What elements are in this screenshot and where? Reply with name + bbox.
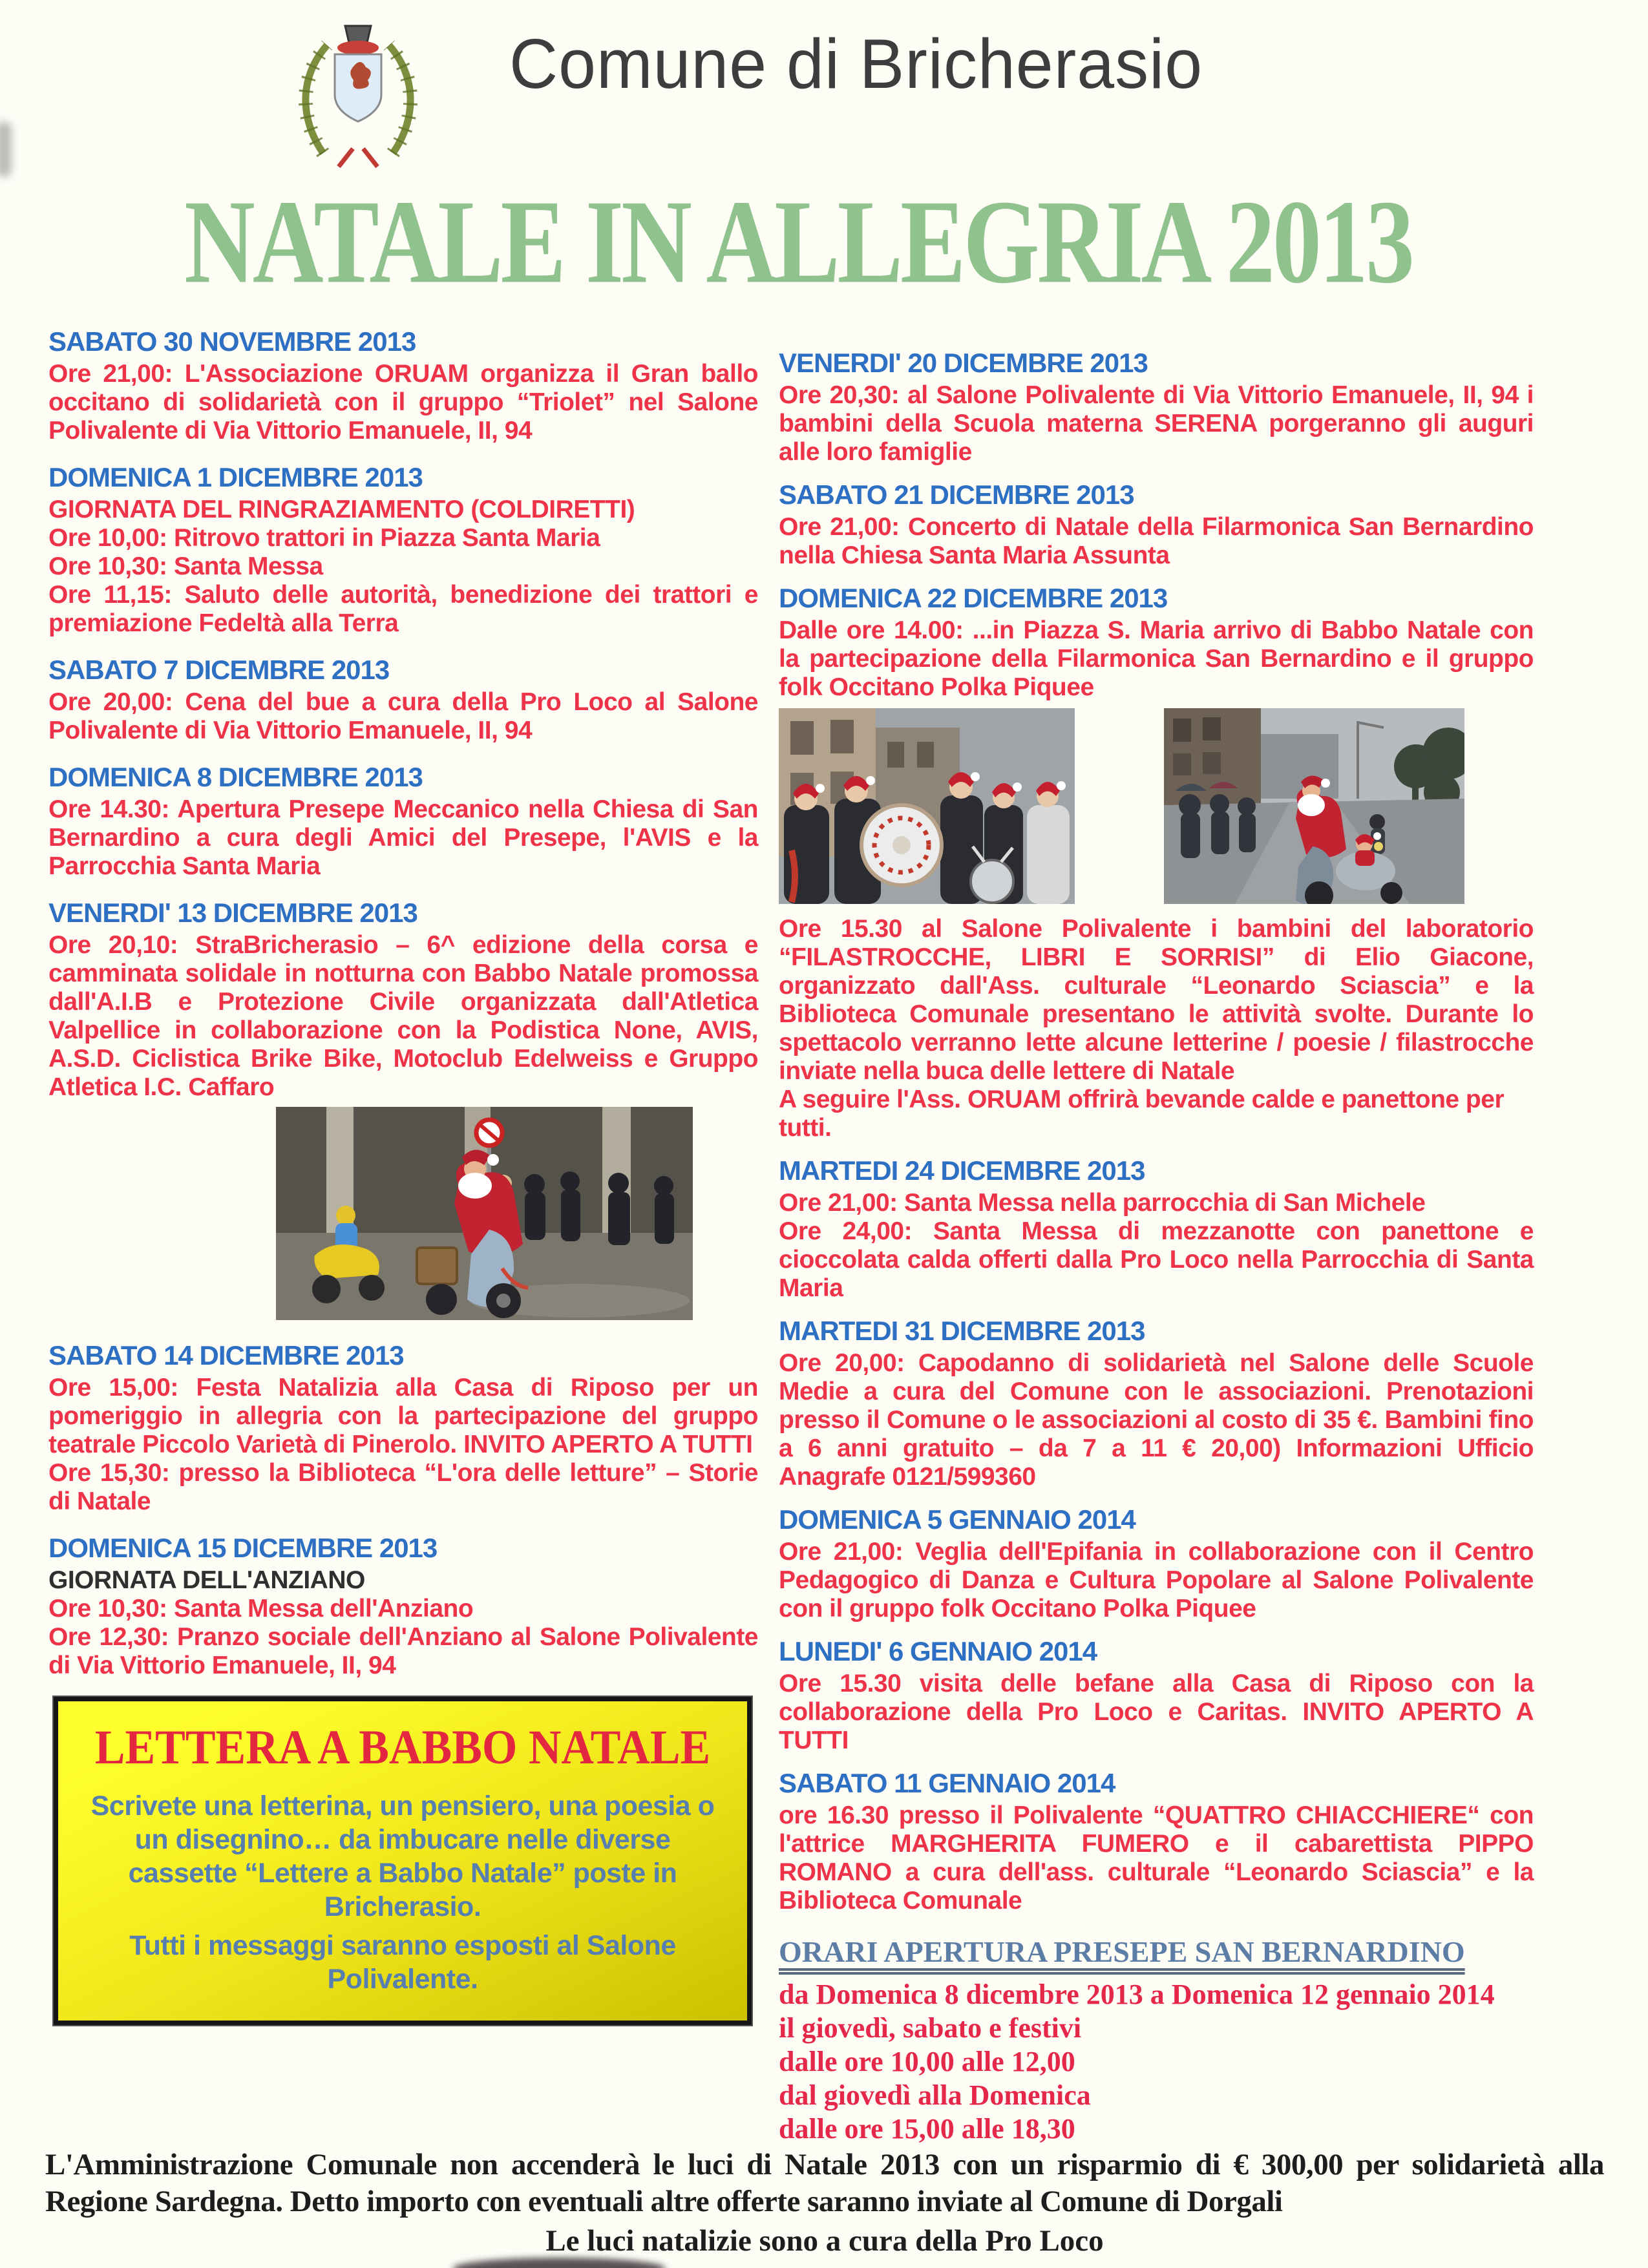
event-date-heading: MARTEDI 24 DICEMBRE 2013 bbox=[779, 1155, 1145, 1186]
footer-note bbox=[45, 2147, 1604, 2259]
event-body-text: Ore 20,00: Cena del bue a cura della Pro Loco al Salone Polivalente di Via Vittorio Emanuele, II, 94 bbox=[48, 688, 758, 744]
event-domenica-5-gennaio bbox=[779, 1504, 1534, 1623]
event-date-heading: SABATO 21 DICEMBRE 2013 bbox=[779, 479, 1134, 510]
event-body-text: Ore 20,30: al Salone Polivalente di Via Vittorio Emanuele, II, 94 i bambini della Scuola materna SERENA porgeranno gli auguri alle loro famiglie bbox=[779, 381, 1534, 466]
event-body-text: Ore 15,00: Festa Natalizia alla Casa di Riposo per un pomeriggio in allegria con la partecipazione del gruppo teatrale Piccolo Varietà di Pinerolo. INVITO APERTO A TUTTI bbox=[48, 1374, 758, 1458]
event-body-text: ore 16.30 presso il Polivalente “QUATTRO CHIACCHIERE“ con l'attrice MARGHERITA FUMERO e il cabarettista PIPPO ROMANO a cura dell'ass. culturale “Leonardo Sciascia” e la Biblioteca Comunale bbox=[779, 1801, 1534, 1915]
event-martedi-24-dicembre bbox=[779, 1155, 1534, 1303]
event-subtitle: GIORNATA DELL'ANZIANO bbox=[48, 1566, 365, 1594]
event-sabato-21-dicembre bbox=[779, 479, 1534, 570]
event-sabato-14-dicembre bbox=[48, 1340, 758, 1516]
event-body-text: Ore 12,30: Pranzo sociale dell'Anziano al Salone Polivalente di Via Vittorio Emanuele, II, 94 bbox=[48, 1623, 758, 1679]
event-domenica-15-dicembre bbox=[48, 1533, 758, 1680]
event-body-text: Ore 20,10: StraBricherasio – 6^ edizione della corsa e camminata solidale in notturna con Babbo Natale promossa dall'A.I.B e Protezione Civile organizzata dall'Atletica Valpellice in collaborazione con la Podistica None, AVIS, A.S.D. Ciclistica Brike Bike, Motoclub Edelweiss e Gruppo Atletica I.C. Caffaro bbox=[48, 931, 758, 1101]
municipality-name: Comune di Bricherasio bbox=[509, 25, 1203, 103]
photo-santa-scooter-portico bbox=[276, 1107, 758, 1323]
event-body-text: A seguire l'Ass. ORUAM offrirà bevande calde e panettone per tutti. bbox=[779, 1086, 1505, 1142]
event-date-heading: SABATO 11 GENNAIO 2014 bbox=[779, 1768, 1115, 1798]
event-date-heading: VENERDI' 20 DICEMBRE 2013 bbox=[779, 348, 1148, 378]
event-body-text: Ore 14.30: Apertura Presepe Meccanico nella Chiesa di San Bernardino a cura degli Amici del Presepe, l'AVIS e la Parrocchia Santa Maria bbox=[48, 795, 758, 880]
event-date-heading: DOMENICA 8 DICEMBRE 2013 bbox=[48, 762, 423, 792]
event-venerdi-20-dicembre bbox=[779, 348, 1534, 467]
opening-hours-line: dalle ore 10,00 alle 12,00 bbox=[779, 2046, 1075, 2077]
opening-hours-line: dal giovedì alla Domenica bbox=[779, 2079, 1091, 2111]
event-body-text: Ore 10,00: Ritrovo trattori in Piazza Santa Maria bbox=[48, 524, 600, 552]
event-domenica-22-dicembre bbox=[779, 583, 1534, 1142]
event-body-text: Ore 10,30: Santa Messa dell'Anziano bbox=[48, 1595, 474, 1622]
event-domenica-1-dicembre bbox=[48, 462, 758, 638]
event-subtitle: GIORNATA DEL RINGRAZIAMENTO (COLDIRETTI) bbox=[48, 496, 635, 523]
opening-hours-line: dalle ore 15,00 alle 18,30 bbox=[779, 2113, 1075, 2145]
event-date-heading: DOMENICA 1 DICEMBRE 2013 bbox=[48, 462, 423, 492]
photo-band-with-drum bbox=[779, 708, 1075, 907]
scan-smudge bbox=[0, 121, 12, 177]
event-body-text: Ore 20,00: Capodanno di solidarietà nel Salone delle Scuole Medie a cura del Comune con le associazioni. Prenotazioni presso il Comune o le associazioni al costo di 35 €. Bambini fino a 6 anni gratuito – da 7 a 11 € 20,00) Informazioni Ufficio Anagrafe 0121/599360 bbox=[779, 1349, 1534, 1491]
photo-santa-sidecar-street bbox=[1164, 708, 1464, 907]
event-body-text: Ore 21,00: Veglia dell'Epifania in collaborazione con il Centro Pedagogico di Danza e Cultura Popolare al Salone Polivalente con il gruppo folk Occitano Polka Piquee bbox=[779, 1538, 1534, 1622]
page-title: NATALE IN ALLEGRIA 2013 bbox=[184, 175, 1412, 308]
presepe-opening-hours bbox=[779, 1935, 1534, 2146]
opening-hours-line: da Domenica 8 dicembre 2013 a Domenica 12 gennaio 2014 bbox=[779, 1979, 1495, 2010]
event-date-heading: MARTEDI 31 DICEMBRE 2013 bbox=[779, 1316, 1145, 1346]
footer-text: L'Amministrazione Comunale non accenderà le luci di Natale 2013 con un risparmio di € 300,00 per solidarietà alla Regione Sardegna. Detto importo con eventuali altre offerte saranno inviate al Comune di Dorgali bbox=[45, 2148, 1604, 2218]
opening-hours-title: ORARI APERTURA PRESEPE SAN BERNARDINO bbox=[779, 1935, 1465, 1968]
event-domenica-8-dicembre bbox=[48, 762, 758, 881]
event-body-text: Ore 21,00: Concerto di Natale della Filarmonica San Bernardino nella Chiesa Santa Maria Assunta bbox=[779, 513, 1534, 569]
event-lunedi-6-gennaio bbox=[779, 1636, 1534, 1755]
event-sabato-7-dicembre bbox=[48, 655, 758, 745]
event-body-text: Ore 15.30 visita delle befane alla Casa di Riposo con la collaborazione della Pro Loco e Caritas. INVITO APERTO A TUTTI bbox=[779, 1670, 1534, 1754]
scan-smudge bbox=[452, 2258, 666, 2268]
photo-row bbox=[779, 708, 1534, 907]
event-date-heading: DOMENICA 5 GENNAIO 2014 bbox=[779, 1504, 1136, 1535]
event-body-text: Ore 21,00: L'Associazione ORUAM organizza il Gran ballo occitano di solidarietà con il gruppo “Triolet” nel Salone Polivalente di Via Vittorio Emanuele, II, 94 bbox=[48, 360, 758, 445]
event-date-heading: SABATO 14 DICEMBRE 2013 bbox=[48, 1340, 404, 1370]
opening-hours-line: il giovedì, sabato e festivi bbox=[779, 2012, 1082, 2044]
event-body-text: Ore 24,00: Santa Messa di mezzanotte con panettone e cioccolata calda offerti dalla Pro Loco nella Parrocchia di Santa Maria bbox=[779, 1217, 1534, 1302]
letter-box-title: LETTERA A BABBO NATALE bbox=[94, 1720, 711, 1775]
event-sabato-11-gennaio bbox=[779, 1768, 1534, 1915]
event-venerdi-13-dicembre bbox=[48, 898, 758, 1323]
event-date-heading: SABATO 30 NOVEMBRE 2013 bbox=[48, 326, 416, 357]
event-date-heading: DOMENICA 22 DICEMBRE 2013 bbox=[779, 583, 1168, 613]
letter-box-text: Tutti i messaggi saranno esposti al Salone Polivalente. bbox=[129, 1930, 676, 1995]
event-martedi-31-dicembre bbox=[779, 1316, 1534, 1491]
left-column bbox=[48, 326, 758, 2025]
event-body-text: Ore 15,30: presso la Biblioteca “L'ora delle letture” – Storie di Natale bbox=[48, 1459, 758, 1515]
event-date-heading: SABATO 7 DICEMBRE 2013 bbox=[48, 655, 390, 685]
event-date-heading: VENERDI' 13 DICEMBRE 2013 bbox=[48, 898, 417, 928]
letter-box-text: Scrivete una letterina, un pensiero, una poesia o un disegnino… da imbucare nelle diverse cassette “Lettere a Babbo Natale” poste in Bricherasio. bbox=[90, 1790, 715, 1922]
municipal-coat-of-arms-icon bbox=[290, 14, 427, 169]
event-body-text: Ore 15.30 al Salone Polivalente i bambini del laboratorio “FILASTROCCHE, LIBRI E SORRISI” di Elio Giacone, organizzato dall'Ass. culturale “Leonardo Sciascia” e la Biblioteca Comunale presentano le attività svolte. Durante lo spettacolo verranno lette alcune letterine / poesie / filastrocche inviate nella buca delle lettere di Natale bbox=[779, 915, 1534, 1085]
event-body-text: Ore 10,30: Santa Messa bbox=[48, 552, 323, 580]
event-body-text: Ore 11,15: Saluto delle autorità, benedizione dei trattori e premiazione Fedeltà alla Terra bbox=[48, 581, 758, 637]
event-sabato-30-novembre bbox=[48, 326, 758, 445]
event-date-heading: DOMENICA 15 DICEMBRE 2013 bbox=[48, 1533, 438, 1563]
right-column bbox=[779, 348, 1534, 2146]
event-body-text: Dalle ore 14.00: ...in Piazza S. Maria arrivo di Babbo Natale con la partecipazione della Filarmonica San Bernardino e il gruppo folk Occitano Polka Piquee bbox=[779, 616, 1534, 701]
event-body-text: Ore 21,00: Santa Messa nella parrocchia di San Michele bbox=[779, 1189, 1426, 1217]
letter-to-santa-box bbox=[54, 1697, 752, 2025]
footer-text: Le luci natalizie sono a cura della Pro Loco bbox=[545, 2224, 1104, 2258]
event-date-heading: LUNEDI' 6 GENNAIO 2014 bbox=[779, 1636, 1097, 1666]
